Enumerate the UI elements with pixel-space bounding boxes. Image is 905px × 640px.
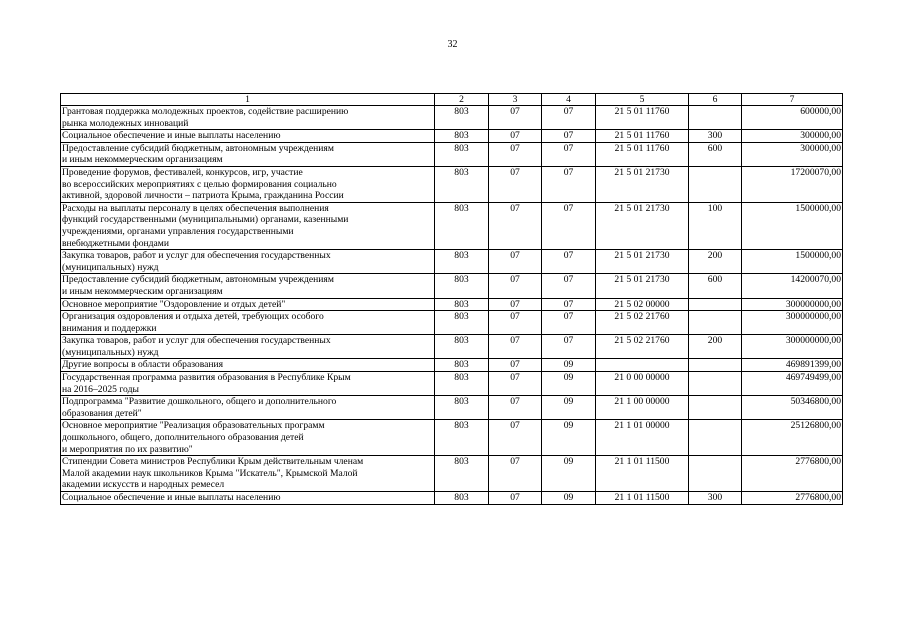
row-target-article-cell: 21 5 01 21730: [596, 166, 689, 202]
row-name-cell: Основное мероприятие "Оздоровление и отдых детей": [61, 298, 435, 311]
row-amount-cell: 17200070,00: [742, 166, 843, 202]
row-section-cell: 07: [489, 311, 542, 335]
row-amount-cell: 25126800,00: [742, 420, 843, 456]
row-name-cell: Грантовая поддержка молодежных проектов, содействие расширению рынка молодежных инноваций: [61, 106, 435, 130]
row-name-cell: Проведение форумов, фестивалей, конкурсов, игр, участие во всероссийских мероприятиях с целью формирования социально активной, здоровой личности – патриота Крыма, гражданина России: [61, 166, 435, 202]
table-row: [61, 166, 843, 202]
row-expense-type-cell: [689, 456, 742, 492]
row-subsection-cell: 07: [542, 130, 596, 143]
row-code-cell: 803: [435, 311, 489, 335]
row-subsection-cell: 09: [542, 492, 596, 505]
row-section-cell: 07: [489, 420, 542, 456]
row-amount-cell: 300000000,00: [742, 311, 843, 335]
table-row: [61, 492, 843, 505]
header-col-2: 2: [435, 94, 489, 106]
row-target-article-cell: [596, 359, 689, 372]
row-section-cell: 07: [489, 359, 542, 372]
row-expense-type-cell: 600: [689, 142, 742, 166]
table-row: [61, 311, 843, 335]
row-target-article-cell: 21 1 01 00000: [596, 420, 689, 456]
row-subsection-cell: 07: [542, 166, 596, 202]
row-section-cell: 07: [489, 492, 542, 505]
row-target-article-cell: 21 1 00 00000: [596, 396, 689, 420]
header-col-3: 3: [489, 94, 542, 106]
row-code-cell: 803: [435, 142, 489, 166]
row-amount-cell: 14200070,00: [742, 274, 843, 298]
header-col-5: 5: [596, 94, 689, 106]
table-row: [61, 359, 843, 372]
row-code-cell: 803: [435, 456, 489, 492]
row-subsection-cell: 07: [542, 202, 596, 249]
table-row: [61, 335, 843, 359]
row-name-cell: Основное мероприятие "Реализация образовательных программ дошкольного, общего, дополнительного образования детей и мероприятия по их развитию": [61, 420, 435, 456]
row-target-article-cell: 21 1 01 11500: [596, 492, 689, 505]
row-expense-type-cell: [689, 106, 742, 130]
row-name-cell: Государственная программа развития образования в Республике Крым на 2016–2025 годы: [61, 372, 435, 396]
table-row: [61, 142, 843, 166]
row-code-cell: 803: [435, 420, 489, 456]
row-subsection-cell: 09: [542, 359, 596, 372]
row-name-cell: Социальное обеспечение и иные выплаты населению: [61, 492, 435, 505]
row-amount-cell: 1500000,00: [742, 202, 843, 249]
row-amount-cell: 300000000,00: [742, 335, 843, 359]
budget-table: [60, 93, 843, 505]
row-amount-cell: 2776800,00: [742, 456, 843, 492]
row-code-cell: 803: [435, 492, 489, 505]
row-code-cell: 803: [435, 250, 489, 274]
row-amount-cell: 50346800,00: [742, 396, 843, 420]
row-subsection-cell: 07: [542, 298, 596, 311]
row-expense-type-cell: 600: [689, 274, 742, 298]
row-section-cell: 07: [489, 142, 542, 166]
row-section-cell: 07: [489, 250, 542, 274]
row-expense-type-cell: 300: [689, 130, 742, 143]
row-section-cell: 07: [489, 106, 542, 130]
row-expense-type-cell: [689, 396, 742, 420]
row-subsection-cell: 07: [542, 142, 596, 166]
row-name-cell: Социальное обеспечение и иные выплаты населению: [61, 130, 435, 143]
table-row: [61, 250, 843, 274]
row-code-cell: 803: [435, 202, 489, 249]
row-target-article-cell: 21 0 00 00000: [596, 372, 689, 396]
row-expense-type-cell: [689, 166, 742, 202]
row-expense-type-cell: 300: [689, 492, 742, 505]
row-expense-type-cell: [689, 359, 742, 372]
table-row: [61, 202, 843, 249]
row-amount-cell: 600000,00: [742, 106, 843, 130]
table-row: [61, 298, 843, 311]
row-code-cell: 803: [435, 359, 489, 372]
row-code-cell: 803: [435, 106, 489, 130]
row-expense-type-cell: [689, 298, 742, 311]
table-row: [61, 396, 843, 420]
row-amount-cell: 300000,00: [742, 142, 843, 166]
row-expense-type-cell: 200: [689, 335, 742, 359]
table-row: [61, 456, 843, 492]
row-name-cell: Закупка товаров, работ и услуг для обеспечения государственных (муниципальных) нужд: [61, 335, 435, 359]
row-amount-cell: 300000000,00: [742, 298, 843, 311]
header-col-4: 4: [542, 94, 596, 106]
header-row: [61, 94, 843, 106]
row-code-cell: 803: [435, 396, 489, 420]
row-subsection-cell: 07: [542, 274, 596, 298]
row-code-cell: 803: [435, 372, 489, 396]
row-expense-type-cell: 100: [689, 202, 742, 249]
row-expense-type-cell: 200: [689, 250, 742, 274]
row-subsection-cell: 07: [542, 335, 596, 359]
row-code-cell: 803: [435, 298, 489, 311]
row-target-article-cell: 21 5 01 21730: [596, 274, 689, 298]
row-amount-cell: 2776800,00: [742, 492, 843, 505]
row-amount-cell: 300000,00: [742, 130, 843, 143]
row-subsection-cell: 09: [542, 396, 596, 420]
row-amount-cell: 469891399,00: [742, 359, 843, 372]
row-subsection-cell: 07: [542, 311, 596, 335]
row-target-article-cell: 21 5 01 11760: [596, 130, 689, 143]
row-section-cell: 07: [489, 456, 542, 492]
row-subsection-cell: 07: [542, 250, 596, 274]
table-row: [61, 420, 843, 456]
row-expense-type-cell: [689, 372, 742, 396]
header-col-6: 6: [689, 94, 742, 106]
table-body: [61, 106, 843, 505]
row-target-article-cell: 21 5 01 21730: [596, 250, 689, 274]
row-subsection-cell: 09: [542, 456, 596, 492]
table-row: [61, 106, 843, 130]
row-target-article-cell: 21 5 02 00000: [596, 298, 689, 311]
row-target-article-cell: 21 5 02 21760: [596, 311, 689, 335]
row-target-article-cell: 21 5 01 11760: [596, 106, 689, 130]
row-section-cell: 07: [489, 396, 542, 420]
row-code-cell: 803: [435, 274, 489, 298]
row-target-article-cell: 21 5 01 21730: [596, 202, 689, 249]
row-expense-type-cell: [689, 420, 742, 456]
row-section-cell: 07: [489, 274, 542, 298]
row-section-cell: 07: [489, 130, 542, 143]
row-code-cell: 803: [435, 335, 489, 359]
row-code-cell: 803: [435, 166, 489, 202]
row-name-cell: Расходы на выплаты персоналу в целях обеспечения выполнения функций государственными (муниципальными) органами, казенными учреждениями, органами управления государственными внебюджетными фондами: [61, 202, 435, 249]
row-subsection-cell: 09: [542, 372, 596, 396]
row-section-cell: 07: [489, 166, 542, 202]
row-subsection-cell: 09: [542, 420, 596, 456]
row-section-cell: 07: [489, 335, 542, 359]
row-target-article-cell: 21 5 01 11760: [596, 142, 689, 166]
table-row: [61, 372, 843, 396]
header-col-1: 1: [61, 94, 435, 106]
row-name-cell: Предоставление субсидий бюджетным, автономным учреждениям и иным некоммерческим организациям: [61, 274, 435, 298]
page-number: 32: [447, 39, 458, 50]
table-row: [61, 274, 843, 298]
row-section-cell: 07: [489, 202, 542, 249]
row-code-cell: 803: [435, 130, 489, 143]
row-target-article-cell: 21 1 01 11500: [596, 456, 689, 492]
row-name-cell: Закупка товаров, работ и услуг для обеспечения государственных (муниципальных) нужд: [61, 250, 435, 274]
row-amount-cell: 469749499,00: [742, 372, 843, 396]
row-name-cell: Организация оздоровления и отдыха детей, требующих особого внимания и поддержки: [61, 311, 435, 335]
row-name-cell: Предоставление субсидий бюджетным, автономным учреждениям и иным некоммерческим организациям: [61, 142, 435, 166]
row-section-cell: 07: [489, 372, 542, 396]
table-row: [61, 130, 843, 143]
row-name-cell: Другие вопросы в области образования: [61, 359, 435, 372]
row-name-cell: Стипендии Совета министров Республики Крым действительным членам Малой академии наук школьников Крыма "Искатель", Крымской Малой академии искусств и народных ремесел: [61, 456, 435, 492]
row-name-cell: Подпрограмма "Развитие дошкольного, общего и дополнительного образования детей": [61, 396, 435, 420]
row-section-cell: 07: [489, 298, 542, 311]
row-amount-cell: 1500000,00: [742, 250, 843, 274]
header-col-7: 7: [742, 94, 843, 106]
row-expense-type-cell: [689, 311, 742, 335]
row-subsection-cell: 07: [542, 106, 596, 130]
row-target-article-cell: 21 5 02 21760: [596, 335, 689, 359]
